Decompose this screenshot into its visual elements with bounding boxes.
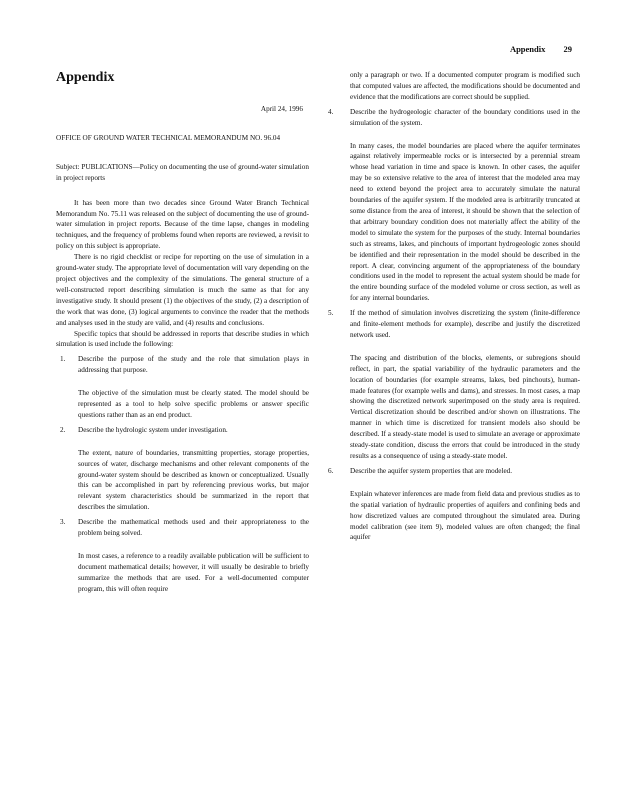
list-item [56,425,309,513]
memo-subject: Subject: PUBLICATIONS—Policy on documenting the use of ground-water simulation in project reports [56,162,309,182]
paragraph: Specific topics that should be addressed in reports that describe studies in which simulation is used include the following: [56,329,309,349]
page-number: 29 [563,44,572,54]
list-item-text: Describe the hydrogeologic character of the boundary conditions used in the simulation of the system. [350,107,580,127]
right-column [328,70,580,543]
list-item [328,107,580,304]
list-item-number: 4. [328,107,334,116]
memo-heading: OFFICE OF GROUND WATER TECHNICAL MEMORANDUM NO. 96.04 [56,133,281,142]
list-item-detail: In many cases, the model boundaries are placed where the aquifer terminates against relatively impermeable rocks or is intersected by a perennial stream whose head variation in time and space is known. In other cases, the aquifer may be so extensive relative to the area of interest that the modeled area may need to extend beyond the project area to accurately simulate the natural boundaries of the aquifer system. If the modeled area is arbitrarily truncated at some distance from the area of interest, it should be shown that the selection of that arbitrary boundary condition does not materially affect the ability of the model to simulate the system for the purposes of the study. Internal boundaries such as streams, lakes, and pinchouts of important hydrogeologic zones should be identified and their representation in the model should be described in the report. A clear, convincing argument of the appropriateness of the boundary conditions used in the model to represent the actual system should be made for the entire bounding surface of the modeled volume or cross section, as well as for any internal boundaries. [350,141,580,303]
running-head [510,44,572,54]
list-item [328,466,580,543]
list-item-text: Describe the hydrologic system under investigation. [78,425,228,434]
list-item-detail: Explain whatever inferences are made from field data and previous studies as to the spatial variation of hydraulic properties of aquifers and confining beds and how discretized values are computed throughout the simulated area. During model calibration (see item 9), modeled values are often changed; the final aquifer [350,489,580,542]
list-item-number: 3. [60,518,66,527]
left-column [56,70,309,595]
list-item-detail: The spacing and distribution of the blocks, elements, or subregions should reflect, in part, the spatial variability of the hydraulic parameters and the location of boundaries (for example streams, lakes, bed pinchouts), human-made features (for example wells and dams), and stresses. In most cases, a map showing the discretized network superimposed on the study area is required. Vertical discretization should be described and/or shown on illustrations. The manner in which time is discretized for transient models also should be described. If a steady-state model is used to simulate an average or approximate steady-state condition, discuss the errors that could be introduced in the study results as a consequence of using a steady-state model. [350,353,580,460]
list-item-continuation: only a paragraph or two. If a documented computer program is modified such that computed values are affected, the modifications should be documented and evidence that the modifications are correct should be supplied. [350,71,580,101]
list-item-text: Describe the purpose of the study and the role that simulation plays in addressing that purpose. [78,355,309,375]
running-head-label: Appendix [509,44,546,54]
list-item-number: 5. [328,309,334,318]
list-item-text: If the method of simulation involves discretizing the system (finite-difference and finite-element methods for example), describe and justify the discretized network used. [350,309,580,339]
list-item [328,308,580,462]
list-item [56,354,309,421]
list-item [56,517,309,594]
list-item-text: Describe the mathematical methods used and their appropriateness to the problem being solved. [78,518,309,538]
list-item-number: 6. [328,466,334,475]
paragraph: It has been more than two decades since Ground Water Branch Technical Memorandum No. 75.11 was released on the subject of documenting the use of ground-water simulation in project reports. Because of the time lapse, changes in modeling techniques, and the frequency of problems found when reports are reviewed, a revisit to policy on this subject is appropriate. [56,198,309,251]
page-title: Appendix [56,70,115,85]
list-item-detail: The objective of the simulation must be clearly stated. The model should be represented as a tool to help solve specific problems or answer specific questions rather than as an end product. [78,389,309,419]
list-item-number: 1. [60,355,66,364]
list-item-detail: In most cases, a reference to a readily available publication will be sufficient to document mathematical details; however, it will usually be desirable to briefly summarize the methods that are used. For a well-documented computer program, this will often require [78,552,309,593]
memo-date: April 24, 1996 [260,105,303,113]
list-item-number: 2. [60,425,66,434]
paragraph: There is no rigid checklist or recipe for reporting on the use of simulation in a ground-water study. The appropriate level of documentation will vary depending on the project objectives and the complexity of the simulations. The general structure of a well-constructed report describing simulation is much the same as that for any investigative study. It should present (1) the objectives of the study, (2) a description of the work that was done, (3) logical arguments to convince the reader that the methods and analyses used in the study are valid, and (4) results and conclusions. [56,253,309,327]
list-item-detail: The extent, nature of boundaries, transmitting properties, storage properties, sources of water, discharge mechanisms and other relevant components of the ground-water system should be described as known or conceptualized. Usually this can be accomplished in part by referencing previous works, but major relevant system characteristics should be summarized in the report that describes the simulation. [78,448,309,512]
list-item-text: Describe the aquifer system properties that are modeled. [350,466,513,475]
